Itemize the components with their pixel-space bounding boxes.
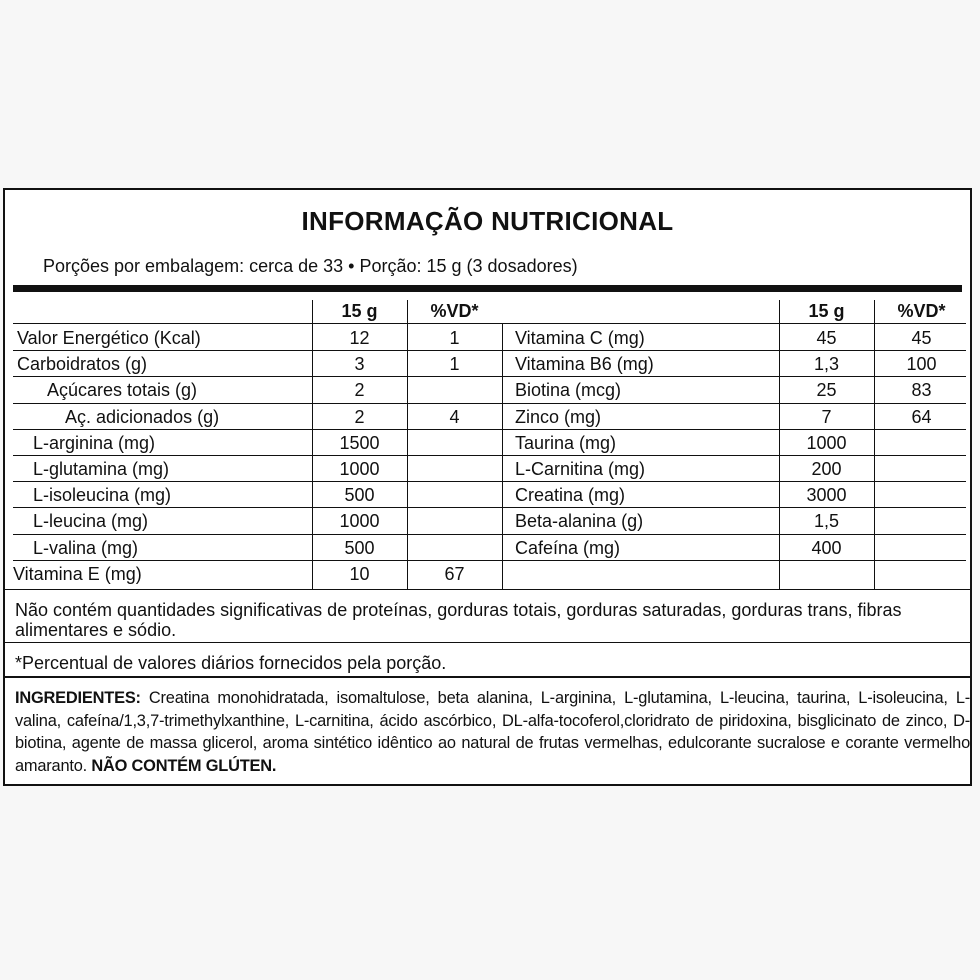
nutrient-dv: 1 — [449, 328, 460, 348]
dv-note: *Percentual de valores diários fornecidos pela porção. — [15, 653, 447, 673]
row-divider — [502, 534, 966, 535]
nutrient-name: Açúcares totais (g) — [47, 380, 198, 401]
nutrient-name: L-valina (mg) — [33, 537, 139, 558]
nutrient-dv: 1 — [449, 354, 460, 375]
nutrient-name: Cafeína (mg) — [515, 537, 621, 558]
row-divider — [13, 429, 502, 430]
row-divider — [13, 350, 502, 351]
nutrient-amount: 12 — [349, 328, 370, 348]
right-dv-header: %VD* — [897, 301, 946, 321]
nutrient-amount: 3000 — [806, 485, 847, 506]
nutrient-name: L-leucina (mg) — [33, 511, 149, 532]
row-divider — [13, 455, 502, 456]
nutrient-amount: 500 — [344, 537, 375, 558]
nutrient-amount: 3 — [354, 354, 365, 375]
nutrient-dv: 4 — [449, 406, 460, 427]
section-divider — [5, 642, 970, 643]
header-divider — [502, 323, 966, 324]
left-dv-header: %VD* — [430, 301, 479, 321]
left-amount-header: 15 g — [341, 301, 378, 321]
label-title: INFORMAÇÃO NUTRICIONAL — [301, 206, 674, 236]
nutrient-name: Carboidratos (g) — [17, 354, 148, 375]
ingredients-text — [15, 687, 970, 777]
row-divider — [502, 507, 966, 508]
row-divider — [502, 481, 966, 482]
section-divider — [5, 589, 970, 590]
nutrient-name: Zinco (mg) — [515, 406, 602, 427]
nutrient-dv: 83 — [911, 380, 932, 401]
nutrient-amount: 1000 — [339, 511, 380, 532]
nutrient-amount: 2 — [354, 406, 365, 427]
row-divider — [502, 455, 966, 456]
nutrient-dv: 45 — [911, 328, 932, 348]
nutrient-amount: 2 — [354, 380, 365, 401]
row-divider — [13, 560, 502, 561]
nutrient-dv: 100 — [906, 354, 937, 375]
nutrient-amount: 1,3 — [813, 354, 840, 375]
nutrient-amount: 1500 — [339, 432, 380, 453]
nutrition-label — [3, 188, 972, 786]
nutrient-name: Vitamina C (mg) — [515, 328, 645, 348]
nutrient-name: L-isoleucina (mg) — [33, 485, 172, 506]
nutrient-amount: 1,5 — [813, 511, 840, 532]
thick-divider — [13, 285, 962, 292]
ingredients-divider — [5, 676, 970, 678]
nutrient-dv: 67 — [444, 563, 465, 584]
nutrient-amount: 400 — [811, 537, 842, 558]
row-divider — [502, 376, 966, 377]
nutrient-amount: 7 — [821, 406, 832, 427]
row-divider — [502, 429, 966, 430]
nutrient-amount: 500 — [344, 485, 375, 506]
nutrient-name: Vitamina B6 (mg) — [515, 354, 654, 375]
right-amount-header: 15 g — [808, 301, 845, 321]
nutrient-name: L-arginina (mg) — [33, 432, 156, 453]
row-divider — [13, 403, 502, 404]
nutrient-name: Valor Energético (Kcal) — [17, 328, 201, 348]
nutrient-name: Aç. adicionados (g) — [65, 406, 220, 427]
row-divider — [502, 350, 966, 351]
gluten-statement: NÃO CONTÉM GLÚTEN. — [91, 756, 277, 775]
nutrient-amount: 200 — [811, 459, 842, 479]
nutrient-amount: 10 — [349, 563, 370, 584]
nutrient-name: Biotina (mcg) — [515, 380, 622, 401]
row-divider — [13, 507, 502, 508]
nutrient-name: L-glutamina (mg) — [33, 459, 170, 479]
row-divider — [13, 534, 502, 535]
servings-info: Porções por embalagem: cerca de 33 • Porção: 15 g (3 dosadores) — [43, 256, 578, 276]
row-divider — [13, 323, 312, 324]
nutrient-dv: 64 — [911, 406, 932, 427]
row-divider — [13, 481, 502, 482]
nutrient-amount: 45 — [816, 328, 837, 348]
column-divider — [502, 323, 503, 589]
nutrient-name: Taurina (mg) — [515, 432, 617, 453]
ingredients-label: INGREDIENTES: — [15, 689, 141, 707]
insignificant-note: Não contém quantidades significativas de proteínas, gorduras totais, gorduras saturadas, gorduras trans, fibras alimentares e sódio. — [15, 600, 902, 640]
row-divider — [13, 376, 502, 377]
nutrient-name: Creatina (mg) — [515, 485, 626, 506]
row-divider — [502, 403, 966, 404]
nutrient-name: L-Carnitina (mg) — [515, 459, 646, 479]
nutrient-amount: 1000 — [339, 459, 380, 479]
nutrient-amount: 1000 — [806, 432, 847, 453]
row-divider — [502, 560, 966, 561]
ingredients-list: Creatina monohidratada, isomaltulose, beta alanina, L-arginina, L-glutamina, L-leucina, taurina, L-isoleucina, L-valina, cafeína/1,3,7-trimethylxanthine, L-carnitina, ácido ascórbico, DL-alfa-tocoferol,cloridrato de piridoxina, bisglicinato de zinco, D-biotina, agente de massa glicerol, aroma sintético idêntico ao natural de frutas vermelhas, edulcorante sucralose e corante vermelho amaranto. — [15, 689, 970, 775]
nutrient-name: Beta-alanina (g) — [515, 511, 644, 532]
nutrient-name: Vitamina E (mg) — [13, 563, 142, 584]
nutrient-amount: 25 — [816, 380, 837, 401]
